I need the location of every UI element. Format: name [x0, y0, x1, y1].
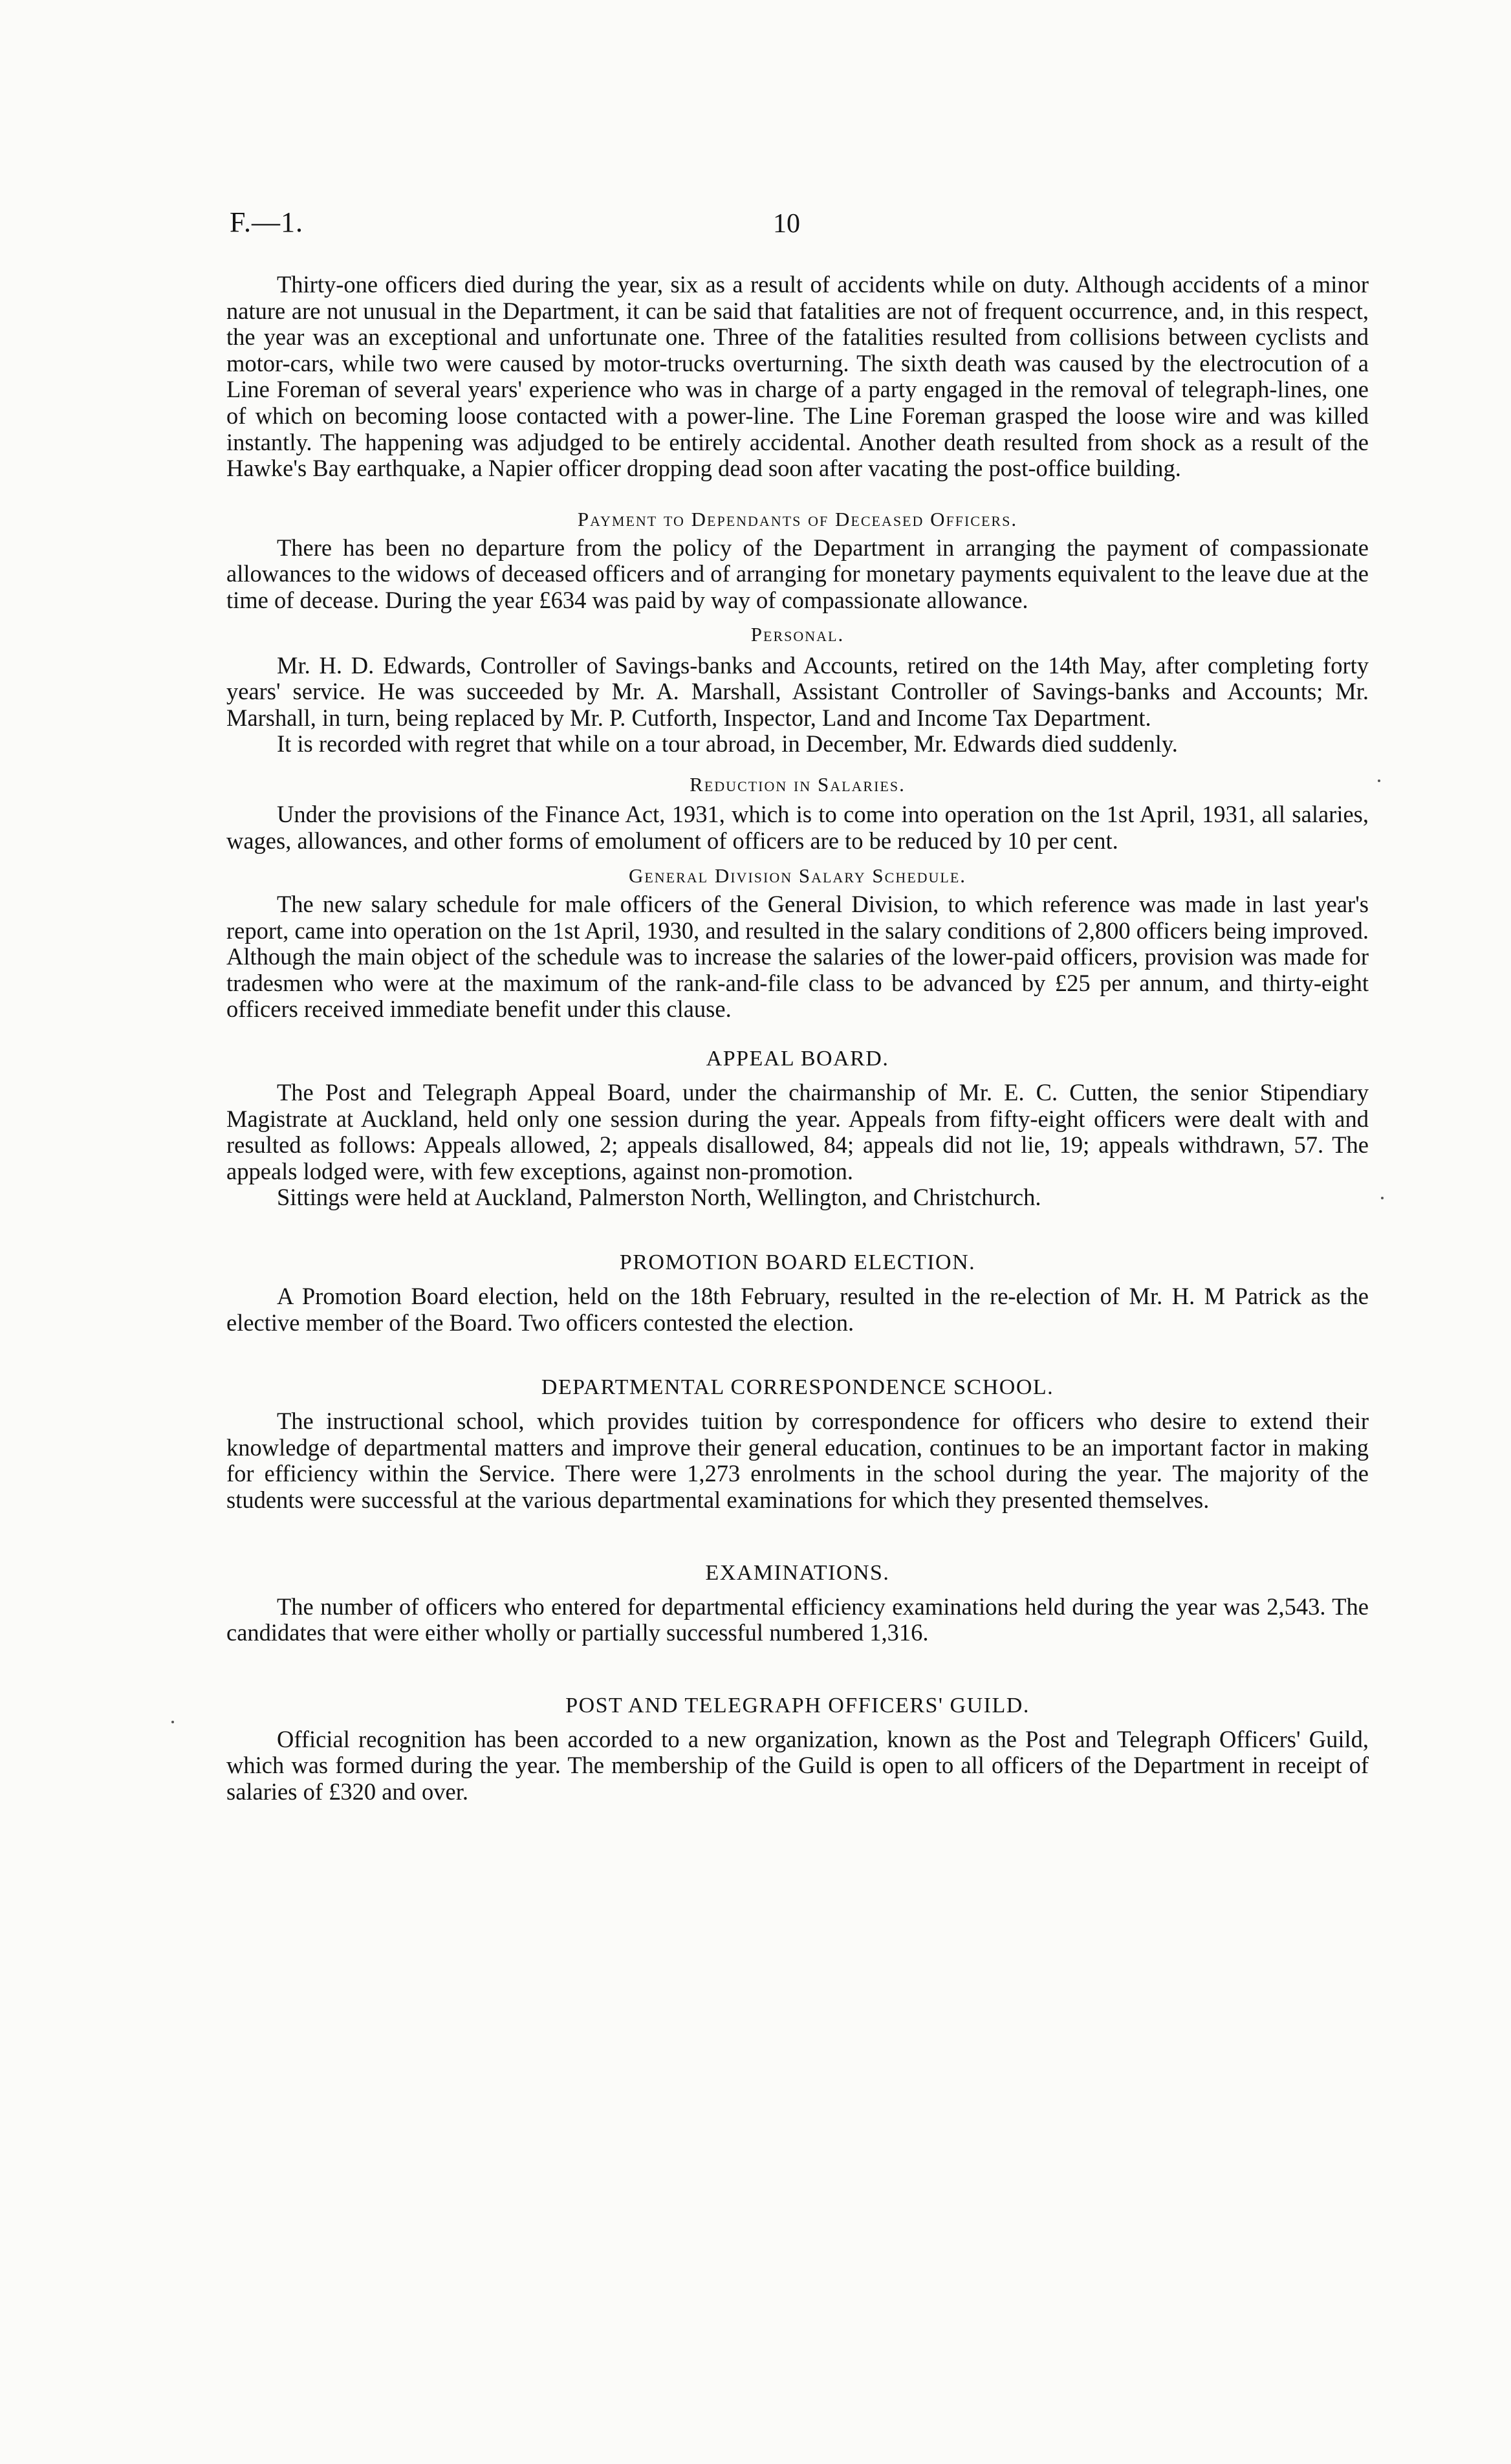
section-heading-promotion-board: PROMOTION BOARD ELECTION.: [619, 1250, 976, 1275]
school-paragraph: The instructional school, which provides tuition by correspondence for officers who desire to extend their knowledge of departmental matters and improve their general education, continues to be an important factor in making for efficiency within the Service. There were 1,273 enrolments in the school during the year. The majority of the students were successful at the various departmental examinations for which they presented themselves.: [226, 1408, 1369, 1513]
document-reference: F.—1.: [230, 206, 303, 238]
promotion-paragraph: A Promotion Board election, held on the 18th February, resulted in the re-election of Mr. H. M Patrick as the elective member of the Board. Two officers contested the election.: [226, 1283, 1369, 1336]
stray-mark: [1378, 780, 1380, 782]
document-body: [226, 272, 1369, 1805]
appeal-paragraph-2: Sittings were held at Auckland, Palmerston North, Wellington, and Christchurch.: [277, 1184, 1041, 1211]
section-heading-personal: Personal.: [750, 622, 845, 646]
guild-paragraph: Official recognition has been accorded to a new organization, known as the Post and Telegraph Officers' Guild, which was formed during the year. The membership of the Guild is open to all officers of the Department in receipt of salaries of £320 and over.: [226, 1725, 1369, 1805]
page-number: 10: [773, 209, 800, 239]
section-heading-examinations: EXAMINATIONS.: [705, 1560, 890, 1585]
section-heading-reduction: Reduction in Salaries.: [690, 772, 906, 796]
salary-schedule-paragraph: The new salary schedule for male officers of the General Division, to which reference was made in last year's report, came into operation on the 1st April, 1930, and resulted in the salary conditions of 2,800 officers being improved. Although the main object of the schedule was to increase the salaries of the lower-paid officers, provision was made for tradesmen who were at the maximum of the rank-and-file class to be advanced by £25 per annum, and thirty-eight officers received immediate benefit under this clause.: [226, 891, 1369, 1023]
section-heading-correspondence-school: DEPARTMENTAL CORRESPONDENCE SCHOOL.: [541, 1375, 1054, 1400]
examinations-paragraph: The number of officers who entered for departmental efficiency examinations held during the year was 2,543. The candidates that were either wholly or partially successful numbered 1,316.: [226, 1593, 1369, 1646]
section-heading-salary-schedule: General Division Salary Schedule.: [628, 864, 967, 888]
personal-paragraph-1: Mr. H. D. Edwards, Controller of Savings-banks and Accounts, retired on the 14th May, after completing forty years' service. He was succeeded by Mr. A. Marshall, Assistant Controller of Savings-banks and Accounts; Mr. Marshall, in turn, being replaced by Mr. P. Cutforth, Inspector, Land and Income Tax Department.: [226, 651, 1369, 731]
personal-paragraph-2: It is recorded with regret that while on a tour abroad, in December, Mr. Edwards died suddenly.: [277, 730, 1178, 758]
stray-mark: [171, 1721, 174, 1723]
intro-paragraph: Thirty-one officers died during the year, six as a result of accidents while on duty. Although accidents of a minor nature are not unusual in the Department, it can be said that fatalities are not of frequent occurrence, and, in this respect, the year was an exceptional and unfortunate one. Three of the fatalities resulted from collisions between cyclists and motor-cars, while two were caused by motor-trucks overturning. The sixth death was caused by the electrocution of a Line Foreman of several years' experience who was in charge of a party engaged in the removal of telegraph-lines, one of which on becoming loose contacted with a power-line. The Line Foreman grasped the loose wire and was killed instantly. The happening was adjudged to be entirely accidental. Another death resulted from shock as a result of the Hawke's Bay earthquake, a Napier officer dropping dead soon after vacating the post-office building.: [226, 271, 1369, 482]
section-heading-officers-guild: POST AND TELEGRAPH OFFICERS' GUILD.: [565, 1693, 1030, 1717]
appeal-paragraph-1: The Post and Telegraph Appeal Board, under the chairmanship of Mr. E. C. Cutten, the senior Stipendiary Magistrate at Auckland, held only one session during the year. Appeals from fifty-eight officers were dealt with and resulted as follows: Appeals allowed, 2; appeals disallowed, 84; appeals did not lie, 19; appeals withdrawn, 57. The appeals lodged were, with few exceptions, against non-promotion.: [226, 1079, 1369, 1184]
stray-mark: [1381, 1197, 1384, 1199]
payment-paragraph: There has been no departure from the policy of the Department in arranging the payment of compassionate allowances to the widows of deceased officers and of arranging for monetary payments equivalent to the leave due at the time of decease. During the year £634 was paid by way of compassionate allowance.: [226, 534, 1369, 613]
reduction-paragraph: Under the provisions of the Finance Act, 1931, which is to come into operation on the 1st April, 1931, all salaries, wages, allowances, and other forms of emolument of officers are to be reduced by 10 per cent.: [226, 800, 1369, 854]
section-heading-appeal-board: APPEAL BOARD.: [706, 1047, 889, 1071]
section-heading-payment: Payment to Dependants of Deceased Officers.: [577, 507, 1018, 530]
